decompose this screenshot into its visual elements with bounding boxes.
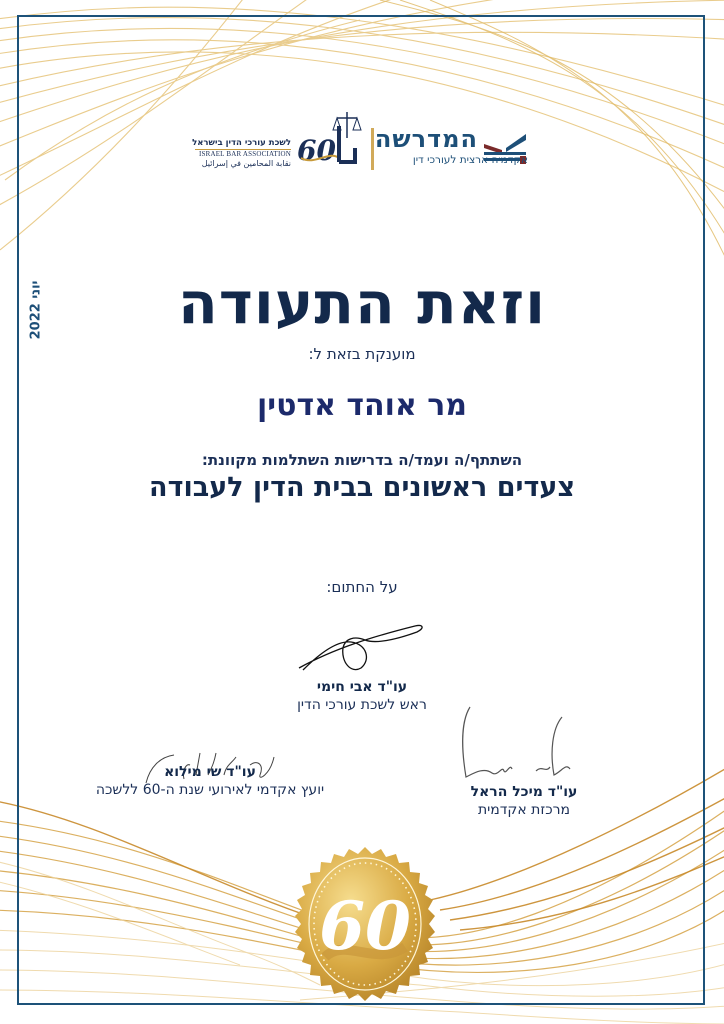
awarded-to-label: מוענקת בזאת ל: bbox=[308, 345, 416, 363]
academy-logo bbox=[374, 124, 528, 172]
bar-association-logo bbox=[192, 108, 375, 178]
signatory-role: יועץ אקדמי לאירועי שנת ה-60 ללשכה bbox=[95, 782, 325, 798]
signatory-role: מרכזת אקדמית bbox=[477, 802, 571, 818]
logo-divider bbox=[371, 128, 374, 170]
signatory-shai-milo bbox=[60, 763, 360, 799]
signatory-michal-harel bbox=[444, 783, 604, 819]
certificate-title: וזאת התעודה bbox=[177, 269, 547, 337]
svg-text:60: 60 bbox=[297, 134, 336, 167]
signatory-name: עו"ד אבי חימי bbox=[316, 679, 408, 695]
academy-title: המדרשה bbox=[374, 125, 478, 153]
svg-text:60: 60 bbox=[319, 887, 411, 965]
bar-association-hebrew: לשכת עורכי הדין בישראל bbox=[192, 138, 291, 148]
signatory-avi-himi bbox=[262, 678, 462, 714]
signatory-role: ראש לשכת עורכי הדין bbox=[297, 697, 427, 713]
course-name: צעדים ראשונים בבית הדין לעבודה bbox=[149, 472, 575, 503]
bar-association-arabic: نقابة المحامين في إسرائيل bbox=[201, 159, 291, 168]
gold-60-seal-icon bbox=[290, 845, 440, 1010]
scales-of-justice-60-icon bbox=[295, 108, 367, 170]
bar-association-english: ISRAEL BAR ASSOCIATION bbox=[198, 150, 291, 158]
header-logos bbox=[190, 108, 530, 188]
recipient-name: מר אוהד אדטין bbox=[256, 388, 468, 423]
signed-label: על החתום: bbox=[326, 578, 398, 596]
signature-michal-harel bbox=[458, 703, 578, 783]
certificate-date: יוני 2022 bbox=[28, 280, 44, 340]
signatory-name: עו"ד מיכל הראל bbox=[470, 784, 578, 800]
signature-avi-himi bbox=[295, 618, 430, 680]
academy-subtitle: אקדמיה ארצית לעורכי דין bbox=[412, 154, 528, 166]
participation-label: השתתף/ה ועמד/ה בדרישות השתלמות מקוונת: bbox=[201, 451, 523, 469]
signatory-name: עו"ד שי מילוא bbox=[164, 764, 256, 780]
